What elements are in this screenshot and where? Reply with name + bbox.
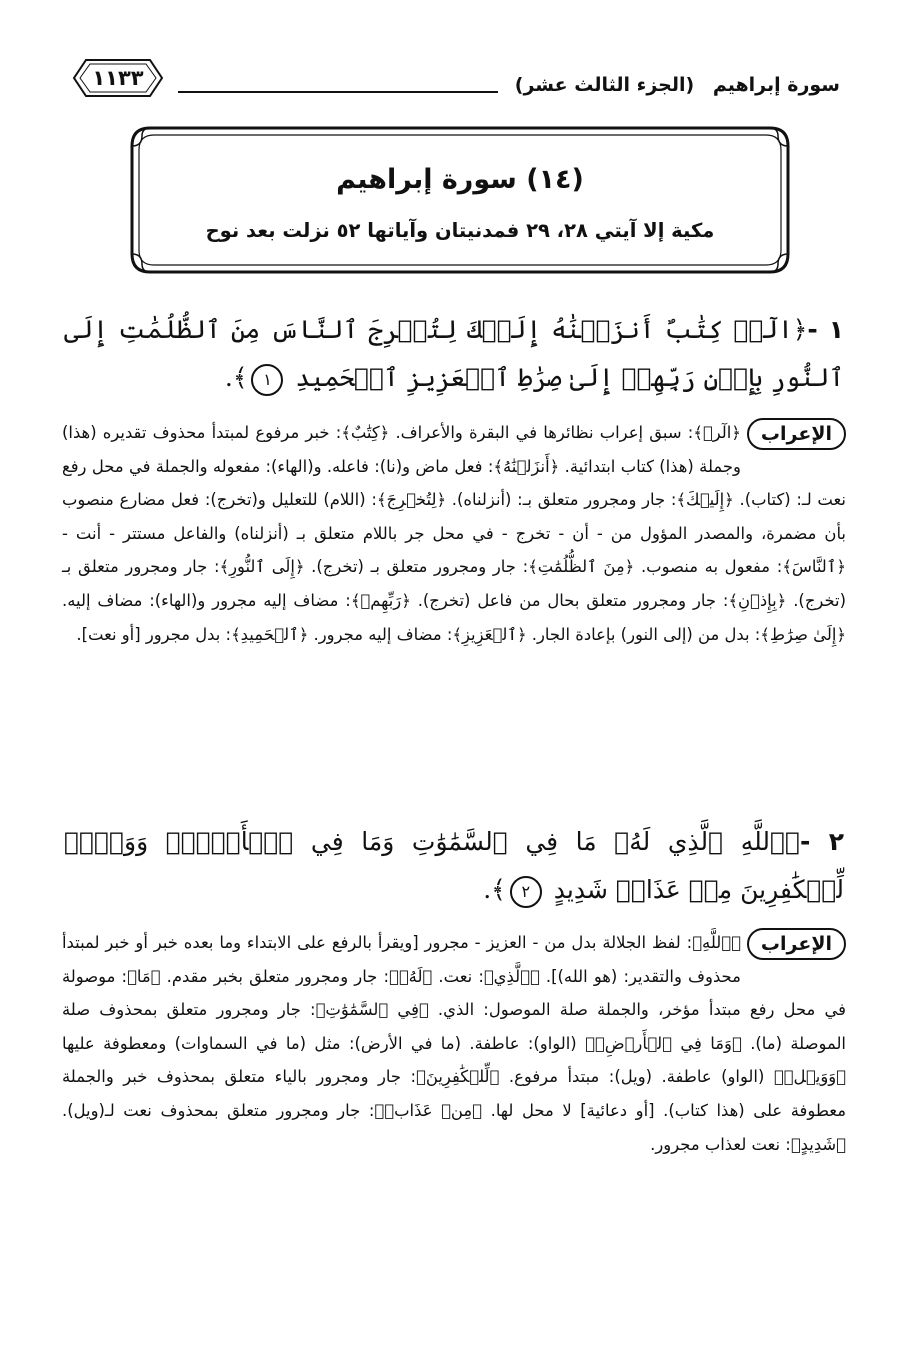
running-header [515,74,840,96]
ornate-bracket-open: ﴿ [785,827,801,856]
running-header-part: (الجزء الثالث عشر) [514,74,695,96]
running-header-surah: سورة إبراهيم [712,74,840,96]
verse-2 [64,818,844,914]
surah-title: (١٤) سورة إبراهيم [336,164,584,195]
ornate-bracket-close: ﴾. [224,363,248,392]
verse-number: ١ - [807,315,844,344]
verse-number: ٢ - [800,827,844,856]
irab-paragraph-1 [62,416,846,651]
ayah-end-marker: ١ [251,364,283,396]
verse-1 [64,306,844,402]
irab-paragraph-2 [62,926,846,1161]
irab-text: ﴿الٓرۚ﴾: سبق إعراب نظائرها في البقرة والأعراف. ﴿كِتَٰبٌ﴾: خبر مرفوع لمبتدأ محذوف تقديره (هذا) وجملة (هذا) كتاب ابتدائية. ﴿أَنزَلۡنَٰهُ﴾: فعل ماض و(نا): فاعله. و(الهاء): مفعوله والجملة في محل رفع نعت لـ: (كتاب). ﴿إِلَيۡكَ﴾: جار ومجرور متعلق بـ: (أنزلناه). ﴿لِتُخۡرِجَ﴾: (اللام) للتعليل و(تخرج): فعل مضارع منصوب بأن مضمرة، والمصدر المؤول من - أن - تخرج - في محل جر باللام متعلق بـ (أنزلناه) والفاعل مستتر - أنت - ﴿ٱلنَّاسَ﴾: مفعول به منصوب. ﴿مِنَ ٱلظُّلُمَٰتِ﴾: جار ومجرور متعلق بـ (تخرج). ﴿إِلَى ٱلنُّورِ﴾: جار ومجرور متعلق بـ (تخرج). ﴿بِإِذۡنِ﴾: جار ومجرور متعلق بحال من فاعل (تخرج). ﴿رَبِّهِمۡ﴾: مضاف إليه مجرور و(الهاء): مضاف إليه. ﴿إِلَىٰ صِرَٰطِ﴾: بدل من (إلى النور) بإعادة الجار. ﴿ٱلۡعَزِيزِ﴾: مضاف إليه مجرور. ﴿ٱلۡحَمِيدِ﴾: بدل مجرور [أو نعت]. [62,423,846,644]
surah-info: مكية إلا آيتي ٢٨، ٢٩ فمدنيتان وآياتها ٥٢ نزلت بعد نوح [205,219,715,242]
header-rule [178,91,498,93]
ayah-end-marker: ٢ [510,876,542,908]
verse-text: ٱللَّهِ ٱلَّذِي لَهُۥ مَا فِي ٱلسَّمَٰوَٰتِ وَمَا فِي ٱلۡأَرۡضِۗ وَوَيۡلٞ لِّلۡكَٰفِرِينَ مِنۡ عَذَابٖ شَدِيدٍ [64,827,844,904]
surah-title-frame [128,124,792,276]
irab-text: ﴿ٱللَّهِ﴾: لفظ الجلالة بدل من - العزيز - مجرور [ويقرأ بالرفع على الابتداء وما بعده خبر أو خبر لمبتدأ محذوف والتقدير: (هو الله)]. ﴿ٱلَّذِي﴾: نعت. ﴿لَهُۥ﴾: جار ومجرور متعلق بخبر مقدم. ﴿مَا﴾: موصولة في محل رفع مبتدأ مؤخر، والجملة صلة الموصول: الذي. ﴿فِي ٱلسَّمَٰوَٰتِ﴾: جار ومجرور متعلق بمحذوف صلة الموصلة (ما). ﴿وَمَا فِي ٱلۡأَرۡضِۗ﴾ (الواو): عاطفة. (ما في الأرض): مثل (ما في السماوات) ومعطوفة عليها ﴿وَوَيۡلٞ﴾ (الواو) عاطفة. (ويل): مبتدأ مرفوع. ﴿لِّلۡكَٰفِرِينَ﴾: جار ومجرور بالياء متعلق بمحذوف خبر والجملة معطوفة على (هذا كتاب). [أو دعائية] لا محل لها. ﴿مِنۡ عَذَابٖ﴾: جار ومجرور متعلق بمحذوف نعت لـ(ويل). ﴿شَدِيدٍ﴾: نعت لعذاب مجرور. [62,933,846,1154]
irab-badge: الإعراب [747,418,846,450]
ornate-bracket-close: ﴾. [483,875,506,904]
irab-badge: الإعراب [747,928,846,960]
ornate-bracket-open: ﴿ [792,315,808,344]
verse-text: الٓرۚ كِتَٰبٌ أَنزَلۡنَٰهُ إِلَيۡكَ لِتُخۡرِجَ ٱلنَّاسَ مِنَ ٱلظُّلُمَٰتِ إِلَى ٱلنُّورِ بِإِذۡنِ رَبِّهِمۡ إِلَىٰ صِرَٰطِ ٱلۡعَزِيزِ ٱلۡحَمِيدِ [64,315,844,392]
page-number: ١١٣٣ [92,66,144,90]
